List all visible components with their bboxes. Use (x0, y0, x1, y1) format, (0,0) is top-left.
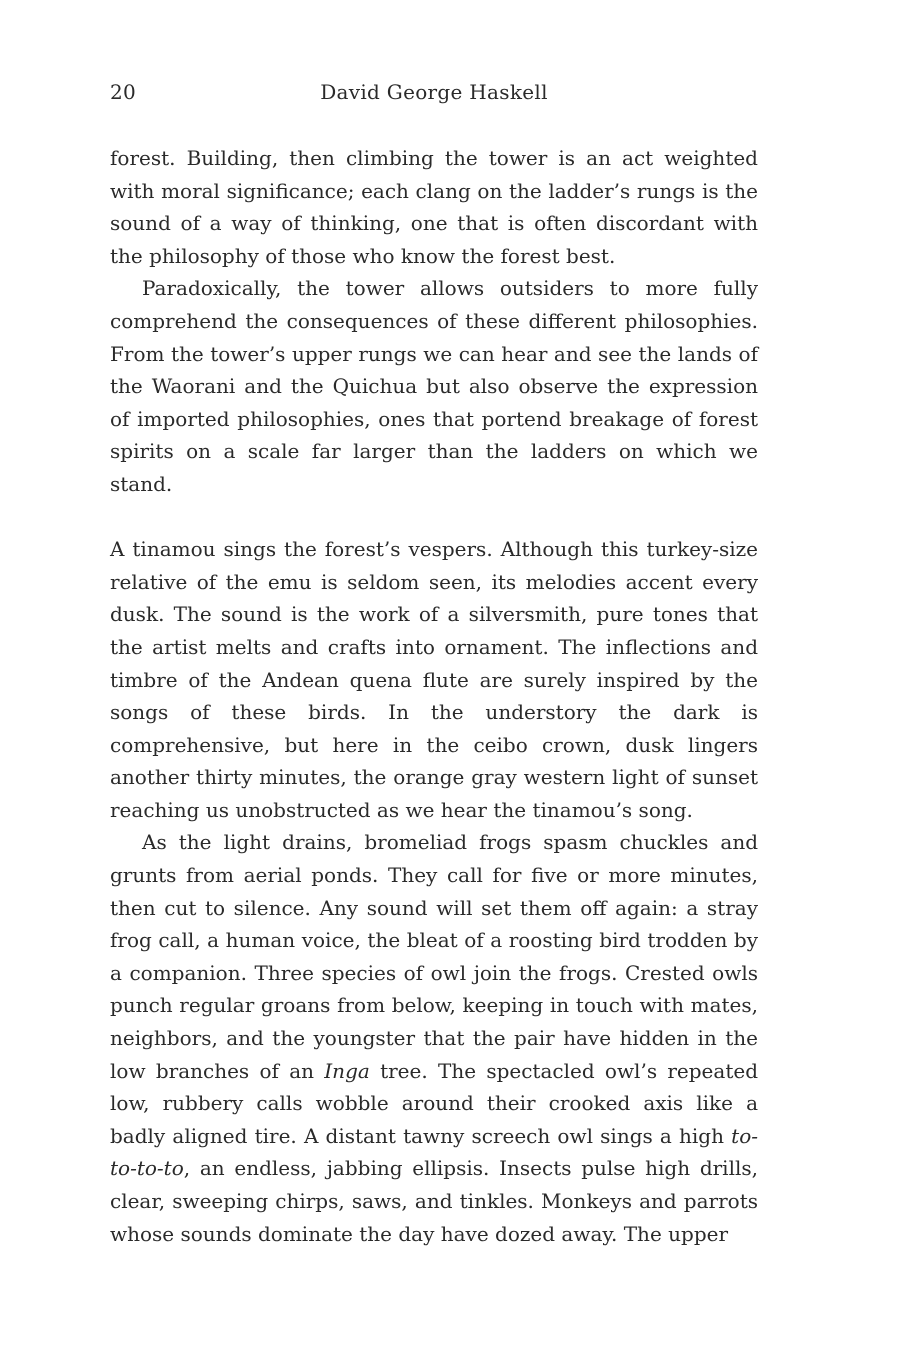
paragraph-4 (110, 826, 758, 1250)
paragraph-text: , an endless, jabbing ellipsis. Insects pulse high drills, clear, sweeping chirps, saws, and tinkles. Monkeys and parrots whose sounds dominate the day have dozed away. The upper (110, 1156, 758, 1246)
italic-term-inga: Inga (324, 1058, 370, 1083)
running-head (110, 80, 758, 110)
paragraph-text: tree. The spectacled owl’s repeated low, rubbery calls wobble around their crooked axis like a badly aligned tire. A distant tawny screech owl sings a high (110, 1058, 758, 1148)
author-name: David George Haskell (320, 80, 548, 104)
paragraph-2 (110, 272, 758, 500)
paragraph-text: Paradoxically, the tower allows outsiders to more fully comprehend the consequences of these different philosophies. From the tower’s upper rungs we can hear and see the lands of the Waorani and the Quichua but also observe the expression of imported philosophies, ones that portend breakage of forest spirits on a scale far larger than the ladders on which we stand. (110, 276, 758, 496)
paragraph-text: forest. Building, then climbing the tower is an act weighted with moral significance; each clang on the ladder’s rungs is the sound of a way of thinking, one that is often discordant with the philosophy of those who know the forest best. (110, 146, 758, 268)
paragraph-3 (110, 533, 758, 826)
paragraph-text: A tinamou sings the forest’s vespers. Although this turkey-size relative of the emu is seldom seen, its melodies accent every dusk. The sound is the work of a silversmith, pure tones that the artist melts and crafts into ornament. The inflections and timbre of the Andean quena flute are surely inspired by the songs of these birds. In the understory the dark is comprehensive, but here in the ceibo crown, dusk lingers another thirty minutes, the orange gray western light of sunset reaching us unobstructed as we hear the tinamou’s song. (110, 537, 758, 822)
paragraph-1 (110, 142, 758, 272)
body-text (110, 142, 758, 1250)
italic-term-call: to-to-to-to (110, 1123, 758, 1181)
page-number: 20 (110, 80, 137, 104)
paragraph-text: As the light drains, bromeliad frogs spasm chuckles and grunts from aerial ponds. They call for five or more minutes, then cut to silence. Any sound will set them off again: a stray frog call, a human voice, the bleat of a roosting bird trodden by a companion. Three species of owl join the frogs. Crested owls punch regular groans from below, keeping in touch with mates, neighbors, and the youngster that the pair have hidden in the low branches of an (110, 830, 758, 1083)
section-break (110, 501, 758, 534)
